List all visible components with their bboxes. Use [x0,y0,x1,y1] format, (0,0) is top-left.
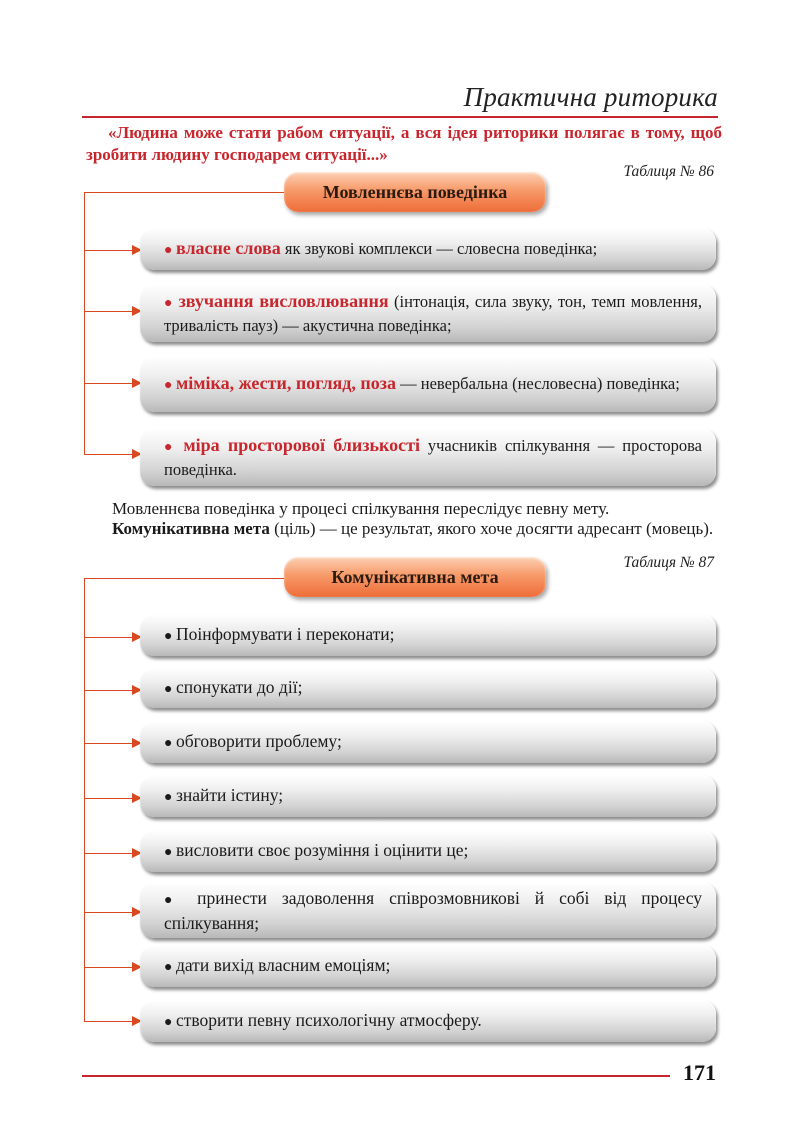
goal-item: ● дати вихід власним емоціям; [140,945,716,987]
table-86-title: Мовленнєва поведінка [284,172,546,212]
connector-line [84,192,284,193]
behavior-item: ● звучання висловлювання (інтонація, сила звуку, тон, темп мовлення, тривалість пауз) — акустична поведінка; [140,284,716,342]
goal-item: ● Поінформувати і переконати; [140,614,716,656]
connector-arrow-line [84,853,134,854]
goal-item: ● створити певну психологічну атмосферу. [140,1000,716,1042]
connector-arrow-line [84,798,134,799]
connector-arrow-line [84,690,134,691]
table-86-label: Таблиця № 86 [623,163,714,180]
behavior-item: ● власне слова як звукові комплекси — словесна поведінка; [140,228,716,270]
footer-divider [82,1075,670,1077]
connector-line [84,578,85,1021]
table-87-title: Комунікативна мета [284,557,546,597]
body-paragraph: Мовленнєва поведінка у процесі спілкування переслідує певну мету. [112,499,610,518]
section-title: Практична риторика [463,82,718,112]
connector-arrow-line [84,967,134,968]
connector-arrow-line [84,311,134,312]
connector-arrow-line [84,637,134,638]
page-number: 171 [683,1060,716,1085]
connector-line [84,192,85,454]
goal-item: ● принести задоволення співрозмовникові й собі від процесу спілкування; [140,882,716,938]
connector-arrow-line [84,912,134,913]
connector-arrow-line [84,454,134,455]
connector-line [84,578,284,579]
behavior-item: ● міра просторової близькості учасників спілкування — просторова поведінка. [140,428,716,486]
goal-item: ● знайти істину; [140,775,716,817]
table-87-label: Таблиця № 87 [623,554,714,571]
goal-item: ● обговорити проблему; [140,721,716,763]
header-divider [82,116,718,118]
goal-item: ● спонукати до дії; [140,668,716,708]
connector-arrow-line [84,743,134,744]
goal-item: ● висловити своє розуміння і оцінити це; [140,830,716,872]
epigraph-quote: «Людина може стати рабом ситуації, а вся ідея риторики полягає в тому, щоб зробити людину господарем ситуації...» [86,123,722,164]
behavior-item: ● міміка, жести, погляд, поза — невербальна (несловесна) поведінка; [140,356,716,412]
connector-arrow-line [84,383,134,384]
connector-arrow-line [84,1021,134,1022]
definition-paragraph: Комунікативна мета (ціль) — це результат, якого хоче досягти адресант (мовець). [112,519,714,538]
connector-arrow-line [84,250,134,251]
